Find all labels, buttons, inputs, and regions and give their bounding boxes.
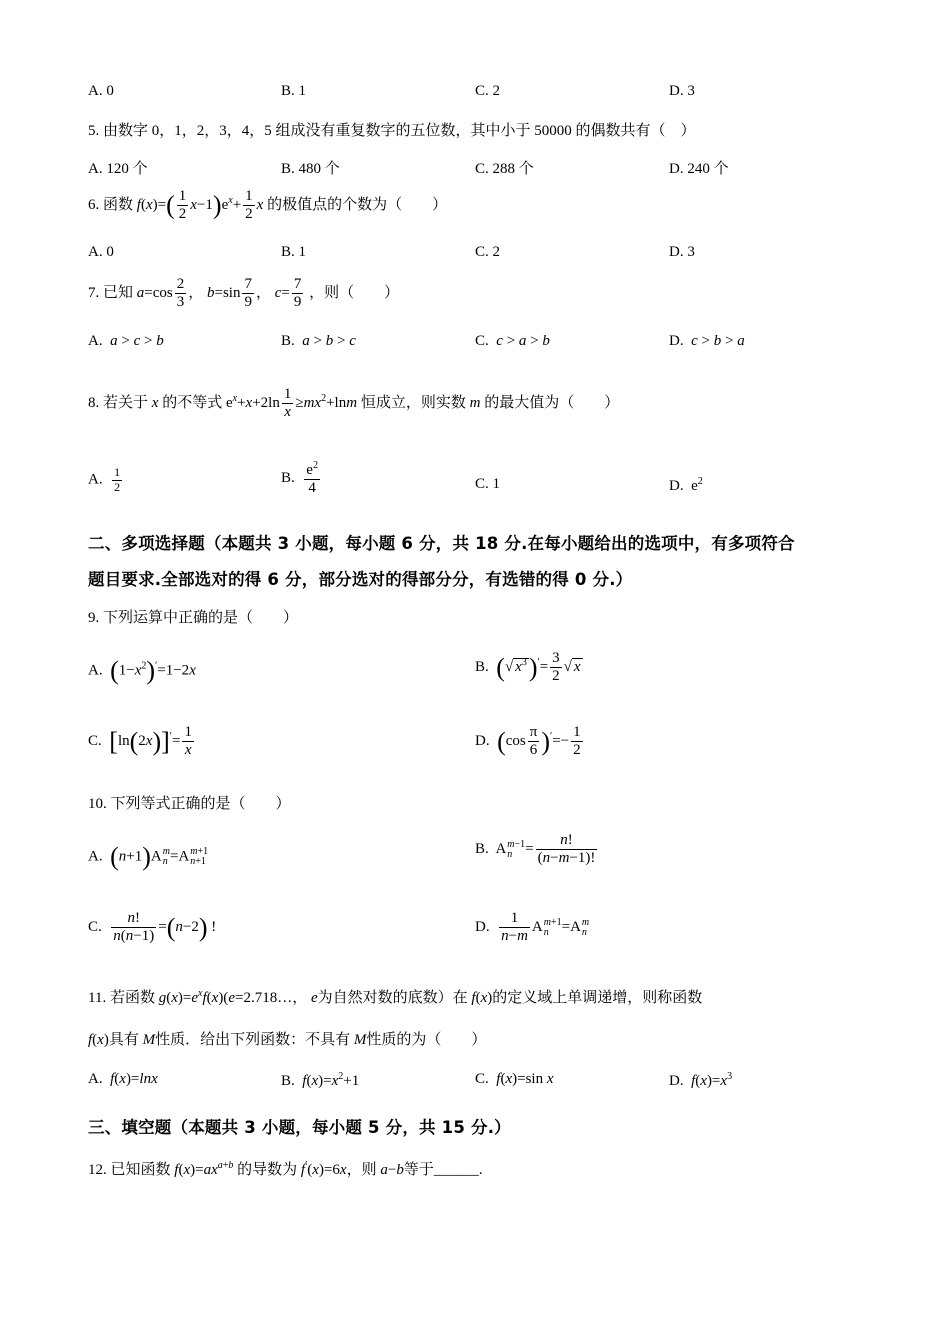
q5-option-a: A. 120 个	[88, 161, 148, 177]
q10-option-c: C. $\frac{n!}{n(n-1)}$ =(n−2) !	[88, 910, 217, 945]
q8-mid2: 恒成立，则实数	[360, 395, 466, 412]
q7-option-c: C. c > a > b	[475, 333, 550, 349]
q10-option-b: B. A m−1 n = $\frac{n!}{(n-m-1)!}$	[475, 832, 596, 867]
q4-option-a: A. 0	[88, 83, 114, 99]
q9-stem: 9. 下列运算中正确的是（ ）	[88, 610, 299, 626]
q5-option-d: D. 240 个	[669, 161, 729, 177]
q12-suffix: 等于______.	[403, 1162, 483, 1178]
q12-mid: 的导数为	[237, 1162, 298, 1178]
q9-option-a: A. $(1-x^2)'=1-2x$	[88, 656, 196, 685]
q8-option-b: B. $\frac{e^2}{4}$	[281, 460, 318, 497]
q11-mid2: 的定义域上单调递增，则称函数	[492, 990, 703, 1006]
q6-option-a: A. 0	[88, 244, 114, 260]
q6-suffix: 的极值点的个数为（ ）	[267, 197, 448, 214]
q8-suffix: 的最大值为（ ）	[484, 395, 620, 412]
q6-formula: f(x)=( $\frac{1}{2}$ $x-1)e^x+$ $\frac{1}{2}$ x	[136, 188, 264, 223]
q7-option-d: D. c > b > a	[669, 333, 745, 349]
q6-prefix: 6. 函数	[88, 197, 134, 214]
q4-option-d: D. 3	[669, 83, 695, 99]
section2-heading-line2: 题目要求.全部选对的得 6 分，部分选对的得部分分，有选错的得 0 分.）	[88, 570, 633, 589]
q8-formula: $e^x+x+2\ln$ $\frac{1}{x}$ $\ge mx^2+\ln m$	[225, 386, 358, 421]
q8-stem: 8. 若关于 x 的不等式 $e^x+x+2\ln$ $\frac{1}{x}$ $\ge mx^2+\ln m$ 恒成立，则实数 m 的最大值为（ ）	[88, 386, 620, 421]
section2-heading-line1: 二、多项选择题（本题共 3 小题，每小题 6 分，共 18 分.在每小题给出的选项中，有多项符合	[88, 534, 795, 553]
q6-option-d: D. 3	[669, 244, 695, 260]
q11-mid1: 为自然对数的底数）在	[317, 990, 468, 1006]
section3-heading: 三、填空题（本题共 3 小题，每小题 5 分，共 15 分.）	[88, 1118, 511, 1137]
q10-option-d: D. $\frac{1}{n-m}$ A m+1 n =A m n	[475, 910, 590, 945]
q12-stem: 12. 已知函数 $f(x)=ax^{a+b}$ 的导数为 f′(x)=6x，则 a−b等于______.	[88, 1160, 483, 1178]
q11-line2-mid1: 具有	[108, 1032, 139, 1048]
q11-option-a: A. f(x)=lnx	[88, 1071, 158, 1087]
q5-option-c: C. 288 个	[475, 161, 534, 177]
q11-option-b: B. $f(x)=x^2+1$	[281, 1071, 360, 1089]
q8-option-c: C. 1	[475, 476, 501, 492]
q12-mid2: ，则	[346, 1162, 377, 1178]
q7-option-a: A. a > c > b	[88, 333, 164, 349]
q7-formula: a=cos $\frac{2}{3}$ ， b=sin $\frac{7}{9}$ ， c= $\frac{7}{9}$	[136, 276, 302, 311]
q12-derivative: f′(x)=6x	[300, 1160, 347, 1178]
q8-prefix: 8. 若关于	[88, 395, 149, 412]
q6-option-c: C. 2	[475, 244, 501, 260]
q4-option-c: C. 2	[475, 83, 501, 99]
q11-formula: $g(x)=e^xf(x)(e=2.718\dots$， e	[158, 988, 318, 1006]
q5-stem: 5. 由数字 0，1，2，3，4，5 组成没有重复数字的五位数，其中小于 50000 的偶数共有（ ）	[88, 123, 696, 139]
q9-option-c: C. [ln(2x)]′= $\frac{1}{x}$	[88, 724, 192, 759]
q11-prefix: 11. 若函数	[88, 990, 155, 1006]
q7-prefix: 7. 已知	[88, 285, 134, 302]
q11-line2-mid2: 性质．给出下列函数：不具有	[155, 1032, 351, 1048]
q11-line2-suffix: 性质的为（ ）	[366, 1032, 487, 1048]
q6-stem	[88, 188, 447, 224]
q9-option-d: D. (cos $\frac{\pi}{6}$ )′=− $\frac{1}{2}$	[475, 724, 581, 759]
q8-option-d: D. $e^2$	[669, 476, 703, 494]
q11-option-c: C. f(x)=sin x	[475, 1071, 554, 1087]
q11-stem-line2: f(x)具有 M性质．给出下列函数：不具有 M性质的为（ ）	[88, 1032, 487, 1048]
q12-prefix: 12. 已知函数	[88, 1162, 171, 1178]
q6-option-b: B. 1	[281, 244, 307, 260]
q10-option-a: A. (n+1)A m n =A m+1 n+1	[88, 842, 209, 871]
q11-option-d: D. $f(x)=x^3$	[669, 1071, 733, 1089]
q5-option-b: B. 480 个	[281, 161, 340, 177]
q8-option-a: A. $\frac{1}{2}$	[88, 465, 121, 494]
q4-option-b: B. 1	[281, 83, 307, 99]
q12-formula: $f(x)=ax^{a+b}$	[174, 1160, 234, 1178]
q7-suffix: ，则（ ）	[309, 285, 400, 302]
q7-stem	[88, 276, 399, 312]
q9-option-b: B. (√ $x^3)'=$ $\frac{3}{2}$ √ x	[475, 650, 581, 685]
q8-mid1: 的不等式	[162, 395, 223, 412]
q10-stem: 10. 下列等式正确的是（ ）	[88, 796, 291, 812]
q7-option-b: B. a > b > c	[281, 333, 356, 349]
q11-stem-line1: 11. 若函数 $g(x)=e^xf(x)(e=2.718\dots$， e为自然对数的底数）在 f(x)的定义域上单调递增，则称函数	[88, 988, 703, 1006]
